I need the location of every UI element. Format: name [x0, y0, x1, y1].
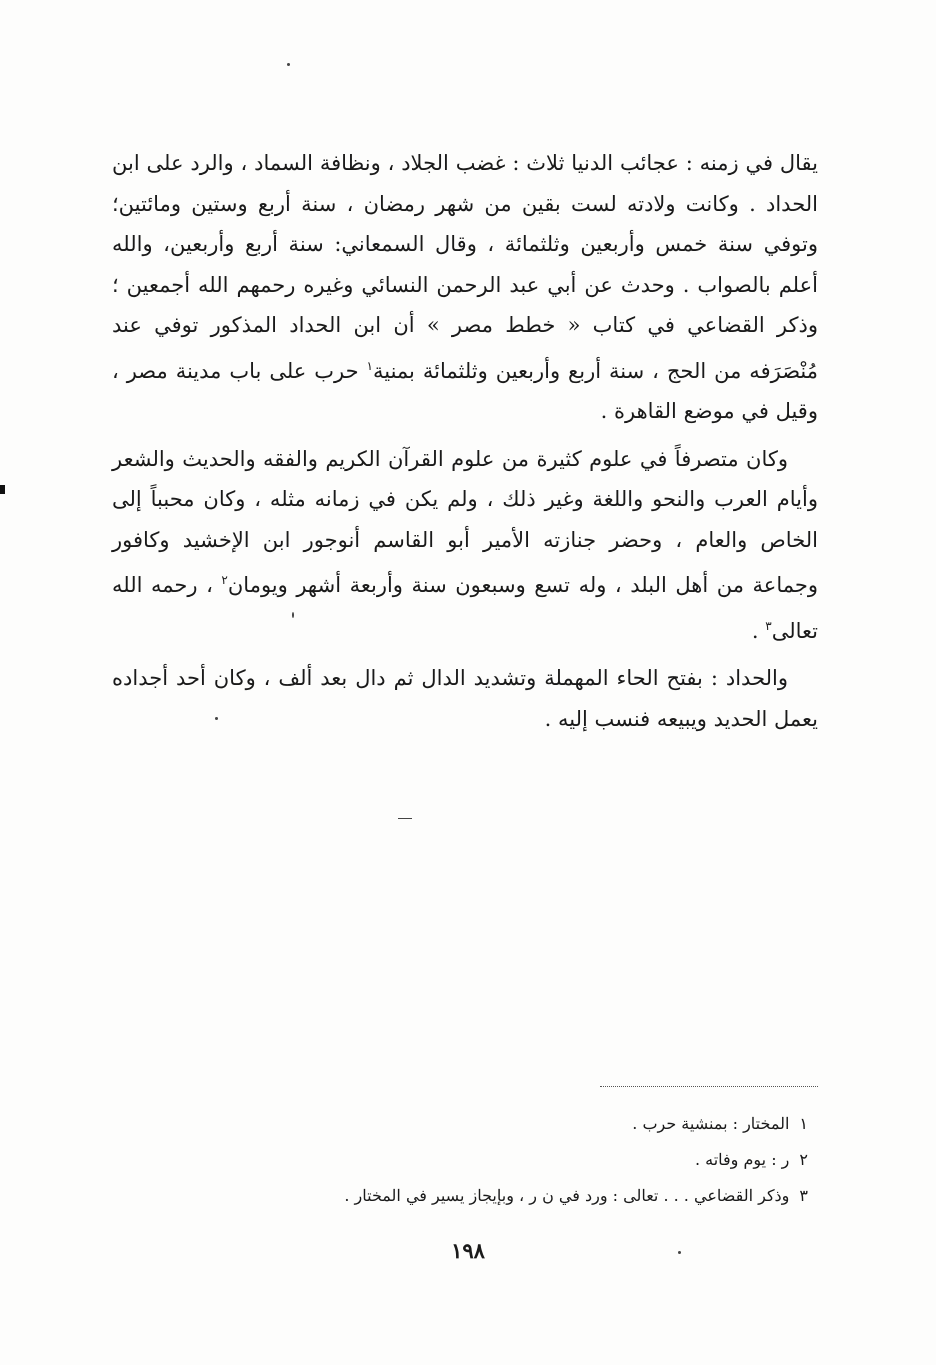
footnote-1: [200, 1106, 808, 1142]
footnote-number: ٣: [799, 1186, 808, 1205]
paragraph-2-period: .: [751, 618, 766, 643]
paragraph-3: والحداد : بفتح الحاء المهملة وتشديد الدال ثم دال بعد ألف ، وكان أحد أجداده يعمل الحديد ويبيعه فنسب إليه .: [112, 666, 818, 731]
scan-speck: [292, 612, 294, 618]
paragraph-1-text: يقال في زمنه : عجائب الدنيا ثلاث : غضب الجلاد ، ونظافة السماد ، والرد على ابن الحداد . وكانت ولادته لست بقين من شهر رمضان ، سنة أربع وستين ومائتين؛ وتوفي سنة خمس وأربعين وثلثمائة ، وقال السمعاني: سنة أربع وأربعين، والله أعلم بالصواب . وحدث عن أبي عبد الرحمن النسائي وغيره رحمهم الله أجمعين ؛ وذكر القضاعي في كتاب « خطط مصر » أن ابن الحداد المذكور توفي عند مُنْصَرَفه من الحج ، سنة أربع وأربعين وثلثمائة بمنية: [112, 151, 818, 383]
paragraph-2: [112, 439, 818, 652]
footnote-number: ١: [799, 1114, 808, 1133]
footnotes: [200, 1106, 808, 1214]
footnote-number: ٢: [799, 1150, 808, 1169]
footnote-ref-2: ٢: [221, 573, 228, 587]
paragraph-2-text: وكان متصرفاً في علوم كثيرة من علوم القرآن الكريم والفقه والحديث والشعر وأيام العرب والنحو واللغة وغير ذلك ، ولم يكن في زمانه مثله ، وكان محبباً إلى الخاص والعام ، وحضر جنازته الأمير أبو القاسم أنوجور ابن الإخشيد وكافور وجماعة من أهل البلد ، وله تسع وسبعون سنة وأربعة أشهر ويومان: [112, 446, 818, 597]
page-number: ١٩٨: [451, 1238, 485, 1263]
paragraph-1-tail: حرب على باب مدينة مصر ، وقيل في موضع القاهرة .: [112, 358, 818, 423]
paragraph-2-tail: ، رحمه الله تعالى: [112, 573, 818, 643]
main-text: [112, 143, 818, 746]
footnote-2: [200, 1142, 808, 1178]
scan-speck: [678, 1251, 681, 1254]
footnote-ref-1: ١: [366, 358, 373, 373]
scan-margin-mark: [0, 485, 5, 494]
scan-speck: [398, 818, 412, 819]
footnote-text: المختار : بمنشية حرب .: [632, 1114, 790, 1133]
scan-speck: [215, 717, 218, 720]
paragraph-1: [112, 143, 818, 432]
footnote-3: [200, 1178, 808, 1214]
footnote-text: ر : يوم وفاته .: [694, 1150, 790, 1169]
footnote-ref-3: ٣: [765, 618, 772, 633]
footnote-divider: [600, 1086, 818, 1087]
footnote-text: وذكر القضاعي . . . تعالى : ورد في ن ر ، وبإيجاز يسير في المختار .: [344, 1186, 790, 1205]
scan-speck: [287, 63, 290, 66]
